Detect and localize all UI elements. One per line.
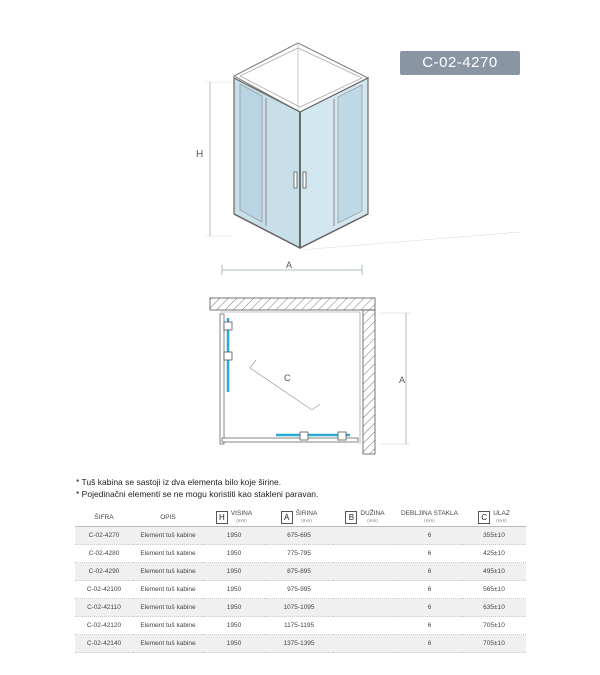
table-cell: Element tuš kabine xyxy=(133,581,203,599)
table-cell: 495±10 xyxy=(462,563,526,581)
table-cell: C-02-4290 xyxy=(75,563,133,581)
table-cell: 1375-1395 xyxy=(265,635,333,653)
table-cell: 1950 xyxy=(203,545,265,563)
table-cell: 425±10 xyxy=(462,545,526,563)
table-cell: 6 xyxy=(397,635,462,653)
door-handle xyxy=(294,172,297,188)
table-cell xyxy=(333,545,397,563)
opening-label: C xyxy=(284,373,291,383)
col-header-debljina: DEBLJINA STAKLA (mm) xyxy=(397,508,462,527)
table-row xyxy=(75,563,526,581)
table-cell: 1950 xyxy=(203,617,265,635)
table-cell: Element tuš kabine xyxy=(133,563,203,581)
table-cell xyxy=(333,581,397,599)
table-cell: 6 xyxy=(397,545,462,563)
table-cell: 875-895 xyxy=(265,563,333,581)
table-cell: 1950 xyxy=(203,527,265,545)
table-cell: C-02-4270 xyxy=(75,527,133,545)
table-cell xyxy=(333,563,397,581)
table-cell: 675-695 xyxy=(265,527,333,545)
table-cell: 6 xyxy=(397,563,462,581)
width-label-top: A xyxy=(286,260,293,270)
table-row xyxy=(75,599,526,617)
table-cell: 775-795 xyxy=(265,545,333,563)
table-cell: 1075-1095 xyxy=(265,599,333,617)
table-cell: 1175-1195 xyxy=(265,617,333,635)
table-cell: 1950 xyxy=(203,581,265,599)
table-cell: 355±10 xyxy=(462,527,526,545)
col-header-ulaz: C ULAZ (mm) xyxy=(462,508,526,527)
table-cell: C-02-42120 xyxy=(75,617,133,635)
table-cell: Element tuš kabine xyxy=(133,635,203,653)
opening-diagonal xyxy=(250,368,312,410)
plan-view xyxy=(210,298,410,454)
table-cell: 565±10 xyxy=(462,581,526,599)
col-header-duzina: B DUŽINA (mm) xyxy=(333,508,397,527)
col-header-opis: OPIS xyxy=(133,508,203,527)
table-cell: 635±10 xyxy=(462,599,526,617)
table-cell: Element tuš kabine xyxy=(133,599,203,617)
notes xyxy=(76,476,318,500)
table-cell xyxy=(333,599,397,617)
table-cell: 6 xyxy=(397,617,462,635)
table-row xyxy=(75,617,526,635)
table-row xyxy=(75,635,526,653)
table-cell xyxy=(333,617,397,635)
table-cell: 6 xyxy=(397,581,462,599)
table-cell xyxy=(333,635,397,653)
table-cell: 6 xyxy=(397,527,462,545)
table-row xyxy=(75,527,526,545)
table-cell: C-02-42100 xyxy=(75,581,133,599)
table-cell: 975-995 xyxy=(265,581,333,599)
table-cell: C-02-42140 xyxy=(75,635,133,653)
note-line: * Pojedinačni elementi se ne mogu koristiti kao stakleni paravan. xyxy=(76,489,319,499)
depth-label: A xyxy=(399,375,406,385)
table-cell: 1950 xyxy=(203,635,265,653)
col-header-sifra: ŠIFRA xyxy=(75,508,133,527)
table-cell: 1950 xyxy=(203,563,265,581)
table-header-row xyxy=(75,508,526,527)
table-cell: 705±10 xyxy=(462,635,526,653)
table-cell: Element tuš kabine xyxy=(133,545,203,563)
table-cell: 6 xyxy=(397,599,462,617)
height-label: H xyxy=(196,149,204,160)
door-handle xyxy=(303,172,306,188)
col-header-visina: H VISINA (mm) xyxy=(203,508,265,527)
table-cell: C-02-42110 xyxy=(75,599,133,617)
table-cell: C-02-4280 xyxy=(75,545,133,563)
table-cell: Element tuš kabine xyxy=(133,617,203,635)
col-header-sirina: A ŠIRINA (mm) xyxy=(265,508,333,527)
spec-table xyxy=(75,508,526,653)
product-code-badge: C-02-4270 xyxy=(400,51,520,75)
note-line: * Tuš kabina se sastoji iz dva elementa bilo koje širine. xyxy=(76,477,282,487)
table-row xyxy=(75,545,526,563)
table-cell: 1950 xyxy=(203,599,265,617)
table-cell: Element tuš kabine xyxy=(133,527,203,545)
table-cell xyxy=(333,527,397,545)
table-cell: 705±10 xyxy=(462,617,526,635)
table-row xyxy=(75,581,526,599)
